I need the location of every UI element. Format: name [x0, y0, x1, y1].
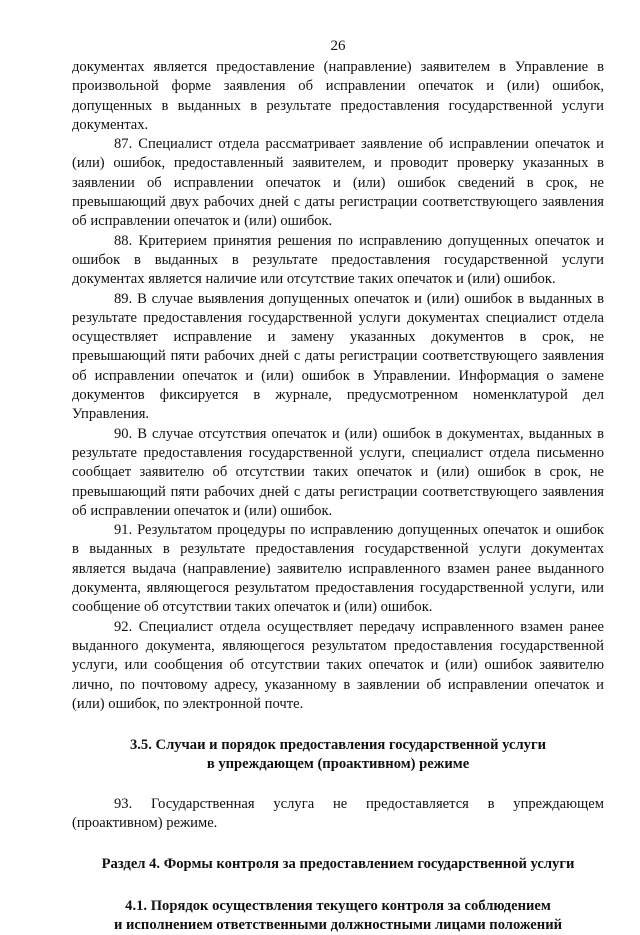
- paragraph-93: 93. Государственная услуга не предоставляется в упреждающем (проактивном) режиме.: [72, 795, 604, 831]
- section-3-5-heading-line1: 3.5. Случаи и порядок предоставления государственной услуги: [129, 737, 547, 754]
- document-page: [72, 36, 604, 935]
- section-3-5-heading: [72, 736, 604, 775]
- section-3-5-heading-line2: в упреждающем (проактивном) режиме: [206, 756, 470, 773]
- paragraph-90: 90. В случае отсутствия опечаток и (или) ошибок в документах, выданных в результате предоставления государственной услуги, специалист отдела письменно сообщает заявителю об отсутствии таких опечаток и (или) ошибок в срок, не превышающий пяти рабочих дней с даты регистрации соответствующего заявления об исправлении опечаток и (или) ошибок.: [72, 425, 604, 519]
- page-number: 26: [330, 38, 346, 54]
- paragraph-87: 87. Специалист отдела рассматривает заявление об исправлении опечаток и (или) ошибок, предоставленный заявителем, и проводит проверку указанных в заявлении об исправлении опечаток и (или) ошибок сведений в срок, не превышающий двух рабочих дней с даты регистрации соответствующего заявления об исправлении опечаток и (или) ошибок.: [72, 136, 604, 230]
- section-4-1-heading-line2: и исполнением ответственными должностными лицами положений: [113, 916, 563, 933]
- paragraph-89: 89. В случае выявления допущенных опечаток и (или) ошибок в выданных в результате предоставления государственной услуги документах специалист отдела осуществляет исправление и замену указанных документов в срок, не превышающий пяти рабочих дней с даты регистрации соответствующего заявления об исправлении опечаток и (или) ошибок в Управлении. Информация о замене документов фиксируется в журнале, предусмотренном номенклатурой дел Управления.: [72, 290, 604, 423]
- section-4-title: Раздел 4. Формы контроля за предоставлением государственной услуги: [101, 856, 575, 873]
- paragraph-continuation: документах является предоставление (направление) заявителем в Управление в произвольной форме заявления об исправлении опечаток и (или) ошибок, допущенных в выданных в результате предоставления государственной услуги документах.: [72, 59, 604, 133]
- paragraph-88: 88. Критерием принятия решения по исправлению допущенных опечаток и ошибок в выданных в результате предоставления государственной услуги документах является наличие или отсутствие таких опечаток и (или) ошибок.: [72, 232, 604, 288]
- paragraph-91: 91. Результатом процедуры по исправлению допущенных опечаток и ошибок в выданных в результате предоставления государственной услуги документах является выдача (направление) заявителю исправленного взамен ранее выданного документа, являющегося результатом предоставления государственной услуги, или сообщение об отсутствии таких опечаток и (или) ошибок.: [72, 522, 604, 616]
- section-4-1-heading-line1: 4.1. Порядок осуществления текущего контроля за соблюдением: [125, 897, 551, 914]
- paragraph-92: 92. Специалист отдела осуществляет передачу исправленного взамен ранее выданного документа, являющегося результатом предоставления государственной услуги, или сообщения об отсутствии таких опечаток и (или) ошибок заявителю лично, по почтовому адресу, указанному в заявлении об исправлении опечаток и (или) ошибок, по электронной почте.: [72, 618, 604, 712]
- section-4-1-heading: [72, 897, 604, 935]
- section-4-heading: [72, 855, 604, 874]
